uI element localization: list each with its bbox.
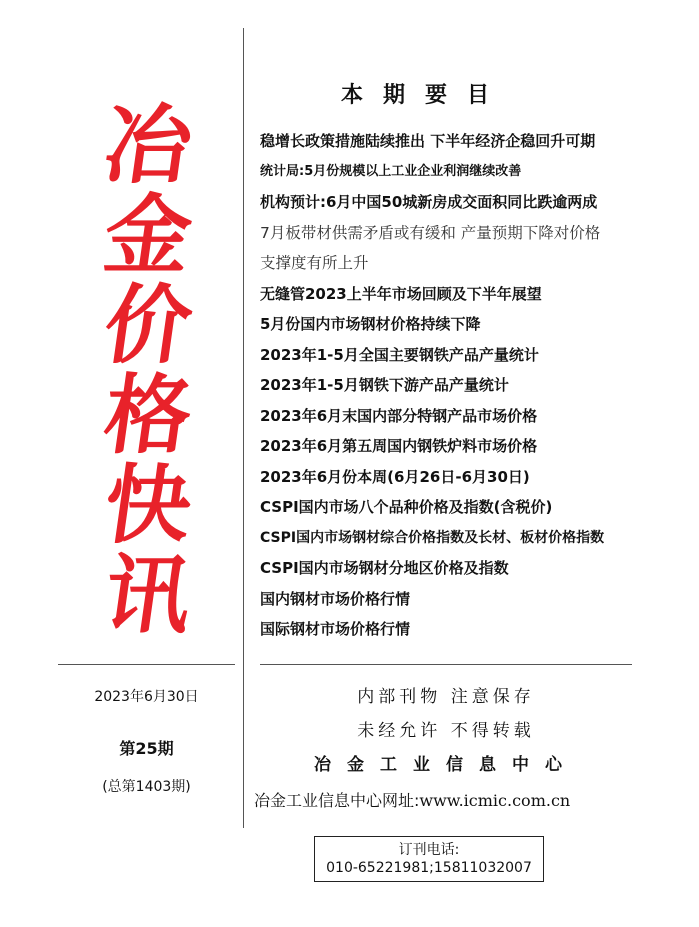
toc-item: CSPI国内市场钢材综合价格指数及长材、板材价格指数 (260, 529, 605, 546)
toc-item: 机构预计:6月中国50城新房成交面积同比跌逾两成 (260, 193, 598, 211)
notice-internal-publication: 内部刊物 注意保存 (357, 687, 535, 707)
subscription-box (314, 836, 544, 882)
toc-item: 无缝管2023上半年市场回顾及下半年展望 (260, 284, 542, 303)
toc-item: CSPI国内市场八个品种价格及指数(含税价) (260, 498, 553, 516)
toc-item: 2023年6月第五周国内钢铁炉料市场价格 (260, 437, 538, 455)
masthead-char-2: 金 (97, 185, 199, 286)
toc-item: 稳增长政策措施陆续推出 下半年经济企稳回升可期 (260, 132, 596, 150)
toc-item: 5月份国内市场钢材价格持续下降 (260, 315, 481, 333)
website-url[interactable]: www.icmic.com.cn (419, 791, 571, 810)
masthead-char-6: 讯 (97, 545, 199, 646)
toc-item: CSPI国内市场钢材分地区价格及指数 (260, 559, 509, 577)
website-line (254, 788, 654, 811)
subscription-label: 订刊电话: (398, 842, 460, 858)
vertical-divider (243, 28, 244, 828)
toc-item: 2023年1-5月全国主要钢铁产品产量统计 (260, 345, 539, 364)
contents-heading: 本期要目 (340, 83, 509, 108)
issue-total: (总第1403期) (102, 779, 191, 795)
subscription-phones: 010-65221981;15811032007 (326, 860, 532, 876)
toc-item: 统计局:5月份规模以上工业企业利润继续改善 (260, 163, 522, 179)
toc-item: 2023年1-5月钢铁下游产品产量统计 (260, 376, 509, 394)
masthead-title (78, 95, 218, 646)
toc-item: 7月板带材供需矛盾或有缓和 产量预期下降对价格 (260, 223, 601, 242)
website-label: 冶金工业信息中心网址: (254, 791, 420, 810)
masthead-char-4: 格 (97, 365, 199, 466)
issue-date: 2023年6月30日 (94, 689, 199, 705)
left-horizontal-rule (58, 664, 235, 665)
notice-no-reprint: 未经允许 不得转载 (357, 721, 535, 741)
toc-item: 2023年6月份本周(6月26日-6月30日) (260, 467, 530, 486)
masthead-char-1: 冶 (97, 95, 199, 196)
table-of-contents (260, 128, 660, 647)
toc-item: 国内钢材市场价格行情 (260, 589, 411, 608)
toc-item: 国际钢材市场价格行情 (260, 620, 411, 638)
toc-item: 2023年6月末国内部分特钢产品市场价格 (260, 406, 538, 425)
toc-item: 支撑度有所上升 (260, 254, 369, 272)
issue-number: 第25期 (119, 739, 174, 758)
right-horizontal-rule (260, 664, 632, 665)
masthead-char-5: 快 (97, 455, 199, 556)
masthead-char-3: 价 (97, 275, 199, 376)
publisher-name: 冶金工业信息中心 (314, 755, 578, 775)
